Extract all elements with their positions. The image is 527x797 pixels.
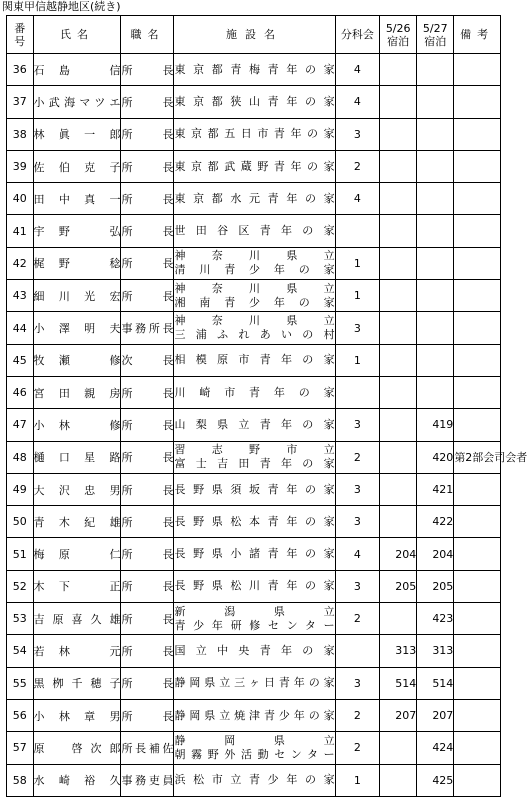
stay-527-room: 423 [417,603,454,635]
job-title: 所長 [121,570,174,602]
person-name: 吉原喜久雄 [33,603,121,635]
facility-line: 神奈川県立 [174,314,335,328]
facility-name [174,441,335,473]
session-number: 4 [335,86,380,118]
facility-line: 東京都狭山青年の家 [174,94,335,108]
stay-527-room [417,54,454,86]
facility-line: 静岡県立焼津青少年の家 [174,708,335,722]
job-title: 所長 [121,699,174,731]
facility-name [174,538,335,570]
facility-name [174,118,335,150]
stay-526-room: 204 [380,538,417,570]
stay-526-room: 205 [380,570,417,602]
row-number: 45 [7,344,34,376]
person-name: 田中真一 [33,183,121,215]
table-row [7,247,501,279]
header-facility: 施設名 [174,16,335,54]
session-number: 1 [335,280,380,312]
facility-name [174,699,335,731]
facility-name [174,247,335,279]
stay-527-room [417,376,454,408]
stay-526-room [380,183,417,215]
header-no-line2: 号 [14,34,26,48]
facility-line: 長野県小諸青年の家 [174,547,335,561]
job-title: 所長 [121,538,174,570]
stay-526-room [380,376,417,408]
stay-527-room: 422 [417,506,454,538]
header-stay-526-line2: 宿泊 [387,34,410,48]
person-name: 小林 修 [33,409,121,441]
table-row [7,409,501,441]
job-title: 所長 [121,667,174,699]
table-row [7,86,501,118]
job-title: 所長 [121,635,174,667]
stay-527-room: 425 [417,764,454,796]
row-number: 36 [7,54,34,86]
person-name: 宇野 弘 [33,215,121,247]
table-row [7,473,501,505]
session-number: 3 [335,667,380,699]
person-name: 牧瀬 修 [33,344,121,376]
row-number: 40 [7,183,34,215]
job-title: 事務吏員 [121,764,174,796]
remarks [454,312,501,344]
facility-name [174,183,335,215]
session-number: 1 [335,344,380,376]
facility-line: 東京都武蔵野青年の家 [174,159,335,173]
table-row [7,764,501,796]
stay-526-room [380,118,417,150]
facility-name [174,54,335,86]
stay-527-room: 514 [417,667,454,699]
job-title: 所長 [121,150,174,182]
session-number: 2 [335,699,380,731]
stay-527-room [417,280,454,312]
stay-527-room [417,312,454,344]
facility-line: 長野県須坂青年の家 [174,482,335,496]
stay-526-room [380,54,417,86]
table-row [7,118,501,150]
stay-527-room [417,118,454,150]
facility-name [174,150,335,182]
facility-name [174,344,335,376]
remarks [454,635,501,667]
stay-527-room: 420 [417,441,454,473]
stay-527-room: 204 [417,538,454,570]
table-row [7,150,501,182]
header-row [7,16,501,54]
remarks [454,247,501,279]
facility-line: 川崎市青年の家 [174,385,335,399]
table-row [7,376,501,408]
header-title: 職名 [121,16,174,54]
person-name: 黒栁千穂子 [33,667,121,699]
row-number: 49 [7,473,34,505]
session-number: 2 [335,441,380,473]
person-name: 佐伯克子 [33,150,121,182]
session-number: 3 [335,570,380,602]
stay-526-room [380,215,417,247]
stay-526-room: 207 [380,699,417,731]
session-number: 3 [335,473,380,505]
person-name: 大沢忠男 [33,473,121,505]
facility-line: 青少年研修センター [174,618,335,632]
stay-526-room [380,280,417,312]
row-number: 37 [7,86,34,118]
session-number: 1 [335,764,380,796]
table-row [7,538,501,570]
facility-line: 長野県松本青年の家 [174,514,335,528]
row-number: 41 [7,215,34,247]
remarks [454,473,501,505]
row-number: 58 [7,764,34,796]
job-title: 次長 [121,344,174,376]
table-body [7,54,527,797]
facility-name [174,764,335,796]
person-name: 石島 信 [33,54,121,86]
remarks [454,344,501,376]
facility-line: 浜松市立青少年の家 [174,773,335,787]
table-row [7,506,501,538]
facility-line: 三浦ふれあいの村 [174,328,335,342]
facility-line: 朝霧野外活動センター [174,747,335,761]
job-title: 所長 [121,473,174,505]
remarks [454,280,501,312]
remarks [454,409,501,441]
stay-527-room [417,150,454,182]
facility-line: 神奈川県立 [174,281,335,295]
row-number: 43 [7,280,34,312]
person-name: 林眞一郎 [33,118,121,150]
stay-526-room [380,86,417,118]
facility-line: 東京都水元青年の家 [174,191,335,205]
stay-526-room [380,473,417,505]
row-number: 53 [7,603,34,635]
facility-line: 相模原市青年の家 [174,353,335,367]
remarks [454,118,501,150]
header-stay-527-line2: 宿泊 [424,34,447,48]
facility-name [174,86,335,118]
job-title: 事務所長 [121,312,174,344]
header-note: 備考 [454,16,501,54]
stay-527-room [417,344,454,376]
facility-line: 習志野市立 [174,443,335,457]
person-name: 木下 正 [33,570,121,602]
row-number: 52 [7,570,34,602]
job-title: 所長 [121,54,174,86]
person-name: 小武海マツエ [33,86,121,118]
row-number: 54 [7,635,34,667]
header-stay-526-line1: 5/26 [385,21,411,35]
remarks [454,183,501,215]
table-row [7,699,501,731]
stay-527-room: 313 [417,635,454,667]
table-row [7,312,501,344]
stay-527-room [417,215,454,247]
stay-526-room [380,764,417,796]
row-number: 46 [7,376,34,408]
stay-526-room [380,247,417,279]
stay-526-room [380,732,417,764]
session-number: 4 [335,183,380,215]
header-session: 分科会 [335,16,380,54]
session-number: 2 [335,150,380,182]
facility-name [174,280,335,312]
facility-name [174,603,335,635]
table-row [7,570,501,602]
facility-name [174,473,335,505]
facility-line: 富士吉田青年の家 [174,457,335,471]
stay-526-room [380,312,417,344]
stay-526-room: 313 [380,635,417,667]
facility-name [174,215,335,247]
table-row [7,732,501,764]
person-name: 水崎裕久 [33,764,121,796]
row-number: 56 [7,699,34,731]
facility-line: 神奈川県立 [174,249,335,263]
person-name: 細川光宏 [33,280,121,312]
session-number: 3 [335,506,380,538]
job-title: 所長補佐 [121,732,174,764]
stay-527-room: 419 [417,409,454,441]
stay-527-room: 421 [417,473,454,505]
person-name: 樋口星路 [33,441,121,473]
stay-526-room [380,603,417,635]
session-number: 3 [335,118,380,150]
row-number: 55 [7,667,34,699]
remarks [454,667,501,699]
job-title: 所長 [121,441,174,473]
person-name: 梶野 稔 [33,247,121,279]
session-number: 2 [335,603,380,635]
table-row [7,344,501,376]
facility-line: 山梨県立青年の家 [174,417,335,431]
session-number [335,635,380,667]
session-number [335,376,380,408]
remarks [454,603,501,635]
table-row [7,603,501,635]
facility-name [174,376,335,408]
job-title: 所長 [121,409,174,441]
facility-line: 国立中央青年の家 [174,643,335,657]
table-row [7,280,501,312]
stay-526-room [380,441,417,473]
remarks [454,215,501,247]
facility-name [174,506,335,538]
person-name: 若林 元 [33,635,121,667]
job-title: 所長 [121,506,174,538]
facility-line: 清川青少年の家 [174,263,335,277]
table-row [7,183,501,215]
facility-line: 湘南青少年の家 [174,295,335,309]
stay-527-room: 205 [417,570,454,602]
facility-line: 静岡県立三ヶ日青年の家 [174,676,335,690]
row-number: 38 [7,118,34,150]
person-name: 宮田親房 [33,376,121,408]
facility-name [174,667,335,699]
row-number: 48 [7,441,34,473]
header-stay-527 [417,16,454,54]
stay-527-room [417,86,454,118]
row-number: 50 [7,506,34,538]
person-name: 小澤明夫 [33,312,121,344]
header-no [7,16,34,54]
job-title: 所長 [121,376,174,408]
facility-line: 世田谷区青年の家 [174,224,335,238]
stay-527-room: 424 [417,732,454,764]
participant-table [6,15,527,797]
remarks [454,538,501,570]
stay-527-room [417,183,454,215]
job-title: 所長 [121,247,174,279]
remarks [454,376,501,408]
person-name: 梅原 仁 [33,538,121,570]
facility-name [174,732,335,764]
job-title: 所長 [121,118,174,150]
job-title: 所長 [121,215,174,247]
remarks [454,570,501,602]
person-name: 小林章男 [33,699,121,731]
remarks [454,150,501,182]
session-number: 2 [335,732,380,764]
stay-526-room [380,150,417,182]
row-number: 47 [7,409,34,441]
remarks [454,699,501,731]
person-name: 原 啓次郎 [33,732,121,764]
stay-527-room [417,247,454,279]
table-row [7,667,501,699]
session-number: 3 [335,409,380,441]
header-no-line1: 番 [14,21,26,35]
job-title: 所長 [121,86,174,118]
facility-line: 長野県松川青年の家 [174,579,335,593]
table-row [7,215,501,247]
table-row [7,635,501,667]
header-stay-527-line1: 5/27 [422,21,448,35]
session-number: 4 [335,538,380,570]
remarks: 第2部会司会者 [454,441,501,473]
stay-526-room [380,344,417,376]
row-number: 57 [7,732,34,764]
job-title: 所長 [121,183,174,215]
remarks [454,732,501,764]
facility-line: 静岡県立 [174,733,335,747]
stay-526-room: 514 [380,667,417,699]
table-caption: 関東甲信越静地区(続き) [2,0,121,13]
remarks [454,54,501,86]
stay-526-room [380,506,417,538]
table-row [7,54,501,86]
header-stay-526 [380,16,417,54]
session-number [335,215,380,247]
remarks [454,506,501,538]
stay-527-room: 207 [417,699,454,731]
row-number: 39 [7,150,34,182]
session-number: 1 [335,247,380,279]
remarks [454,764,501,796]
table-row [7,441,501,473]
row-number: 44 [7,312,34,344]
facility-name [174,570,335,602]
header-name: 氏名 [33,16,121,54]
row-number: 51 [7,538,34,570]
facility-line: 東京都青梅青年の家 [174,62,335,76]
person-name: 青木紀雄 [33,506,121,538]
facility-name [174,409,335,441]
session-number: 3 [335,312,380,344]
session-number: 4 [335,54,380,86]
facility-name [174,635,335,667]
stay-526-room [380,409,417,441]
remarks [454,86,501,118]
facility-name [174,312,335,344]
facility-line: 東京都五日市青年の家 [174,127,335,141]
job-title: 所長 [121,280,174,312]
facility-line: 新潟県立 [174,604,335,618]
row-number: 42 [7,247,34,279]
job-title: 所長 [121,603,174,635]
